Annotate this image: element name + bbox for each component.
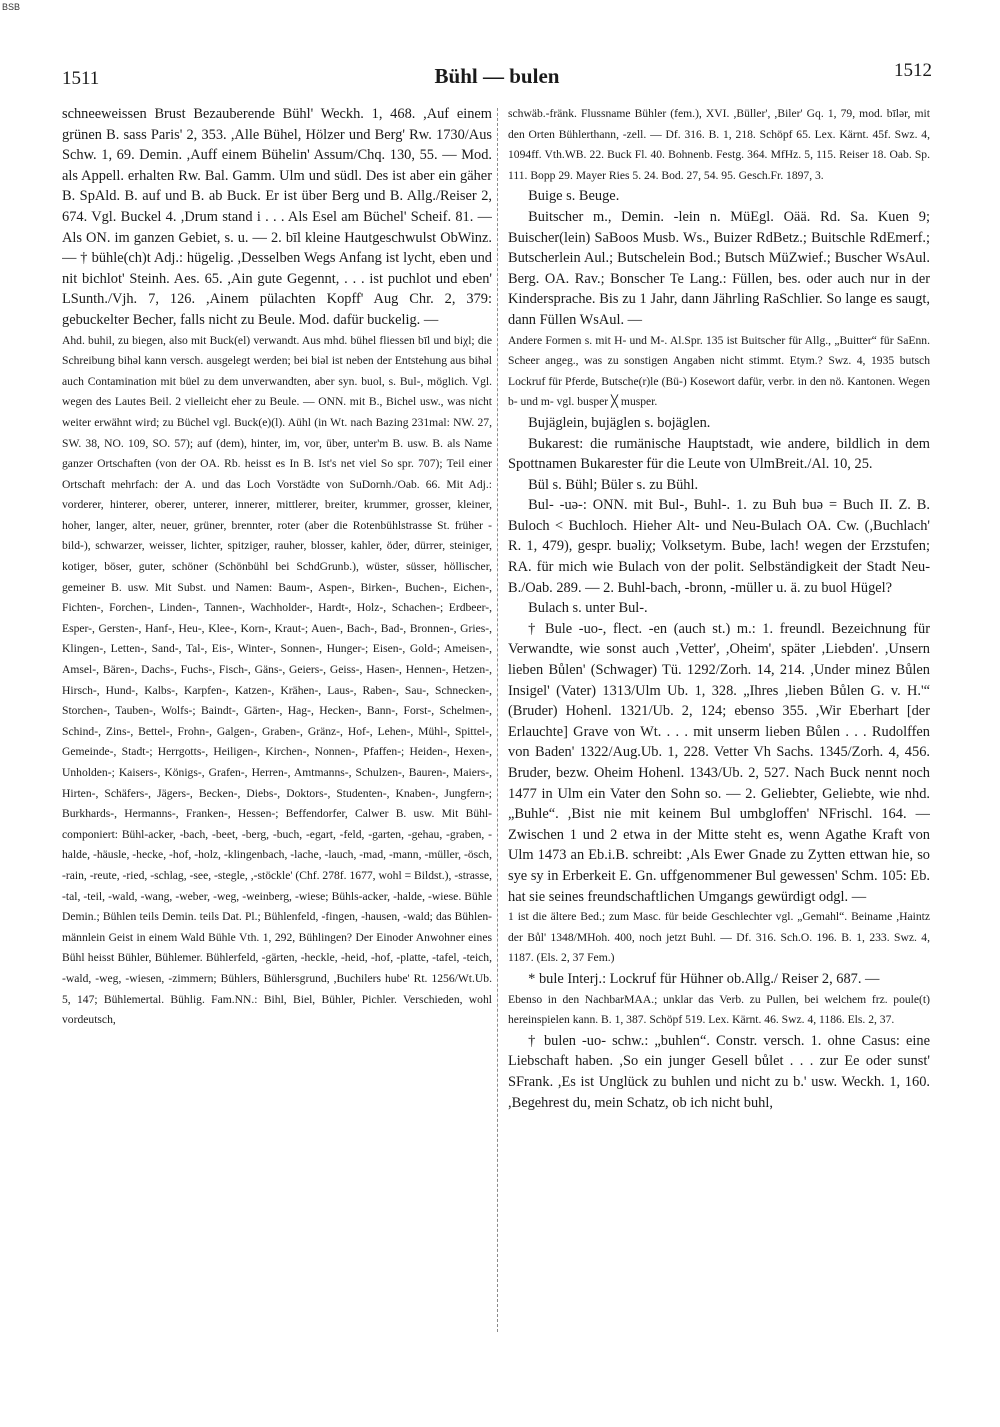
right-paragraph-note: Andere Formen s. mit H- und M-. Al.Spr. 135 ist Buitscher für Allg., „Buitter“ für SaEnn. Scheer angeg., was zu sonstigen Angaben nicht stimmt. Etym.? Swz. 4, 1935 butsch Lockruf für Pferde, Butsche(r)le (Bü-) Kosewort dafür, verbr. in den nö. Kantonen. Wegen b- und m- vgl. busper ╳ musper.	[508, 333, 930, 409]
right-paragraph: Bulach s. unter Bul-.	[528, 600, 648, 617]
column-divider	[497, 108, 498, 1332]
right-paragraph: * bule Interj.: Lockruf für Hühner ob.Allg./ Reiser 2, 687. —	[528, 970, 880, 987]
right-paragraph: Buitscher m., Demin. -lein n. MüEgl. Oää. Rd. Sa. Kuen 9; Buischer(lein) SaBoos Musb. Ws., Buizer RdBetz.; Buitschle RdEmerf.; Butscherlein Aul.; Butschelein Bod.; Butsch MüZwief.; Buscher WsAul. Berg. OA. Rav.; Bonscher Te Lang.: Füllen, bes. oder auch nur in der Kindersprache. Bis zu 1 Jahr, dann Jährling RaSchlier. So lange es saugt, dann Füllen WsAul. —	[508, 208, 930, 328]
right-column	[508, 104, 930, 1404]
right-paragraph: Bul- -uə-: ONN. mit Bul-, Buhl-. 1. zu Buh buə = Buch II. Z. B. Buloch < Buchloch. Hieher Alt- und Neu-Bulach OA. Cw. (,Buchlach' R. 1, 479), gespr. buəliχ; Volksetym. Bube, lach! wegen der Erzstufen; RA. für mich wie Bulach von der polit. Selbständigkeit der Stadt Neu-B./Oab. 289. — 2. Buhl-bach, -bronn, -müller u. ä. zu buol Hügel?	[508, 497, 930, 596]
right-paragraph: Bül s. Bühl; Büler s. zu Bühl.	[528, 476, 699, 493]
right-paragraph: † bulen -uo- schw.: „buhlen“. Constr. versch. 1. ohne Casus: eine Liebschaft haben. ,So ein junger Gesell bůlet . . . zur Ee oder sunst' SFrank. ,Es ist Unglück zu buhlen und nicht zu b.' usw. Weckh. 1, 160. ,Begehrest du, mein Schatz, ob ich nicht buhl,	[508, 1032, 930, 1111]
left-paragraph: schneeweissen Brust Bezauberende Bühl' Weckh. 1, 468. ,Auf einem grünen B. sass Paris' 2, 353. ,Alle Bühel, Hölzer und Berg' Rw. 1730/Aus Schw. 1, 69. Demin. ,Auff einem Bühelin' Assum/Chq. 130, 55. — Mod. als Appell. erhalten Rw. Bal. Gamm. Ulm und südl. Des ist aber ein gäher B. SpAld. B. auf und B. ab Buck. Er ist über Berg und B. Allg./Reiser 2, 674. Vgl. Buckel 4. ,Drum stand i . . . Als Esel am Büchel' Scheif. 81. — Als ON. im ganzen Gebiet, s. u. — 2. bīl kleine Hautgeschwulst ObWinz. — † bühle(ch)t Adj.: hügelig. ,Desselben Wegs Anfang ist lycht, eben und nit bichlot' Steinh. Aes. 65. ,Ain gute Gegennt, . . . ist puchlot und eben' LSunth./Vjh. 7, 126. ,Ainem pülachten Kopff' Aug Chr. 2, 379: gebuckelter Becher, falls nicht zu Beule. Mod. dafür buckelig. —	[62, 106, 492, 328]
page-number-left: 1511	[62, 68, 100, 89]
right-paragraph: Buige s. Beuge.	[528, 188, 620, 205]
left-paragraph-note: Ahd. buhil, zu biegen, also mit Buck(el) verwandt. Aus mhd. bühel fliessen bīl und biχl; die Schreibung bihəl kann versch. ausgelegt werden; bei biəl ist neben der Entstehung aus bihəl auch Contamination mit büel zu dem unverwandten, aber syn. buol, s. Bul-, möglich. Vgl. wegen des Lautes Beil. 2 vielleicht eher zu Beule. — ONN. mit B., Bichel usw., was nicht weiter erwähnt wird; zu Büchel vgl. Buck(e)(l). Aühl (in Wt. nach Bazing 231mal: NW. 27, SW. 38, NO. 109, SO. 57); auf (dem), hinter, im, vor, über, unter'm B. usw. B. als Name ganzer Ortschaften (von der OA. Rb. heisst es In B. Ist's net viel So spr. 707); Teil einer Ortschaft mehrfach: der A. und das Loch Vorstädte von SuDornh./Oab. 66. Mit Adj.: vorderer, hinterer, oberer, unterer, innerer, mittlerer, breiter, krummer, grosser, kleiner, hoher, langer, alter, neuer, grüner, brennter, roter (aber die Rotenbühlstrasse St. früher -bild-), schwarzer, weisser, lichter, spitziger, rauher, blosser, kahler, öder, dürrer, steiniger, kotiger, böser, guter, schöner (Schönbühl bei SchdGrunb.), wüster, süsser, höllischer, gemeiner B. usw. Mit Subst. und Namen: Baum-, Aspen-, Birken-, Buchen-, Eichen-, Fichten-, Forchen-, Linden-, Tannen-, Wachholder-, Hardt-, Holz-, Schachen-; Erdbeer-, Esper-, Gersten-, Hanf-, Heu-, Klee-, Korn-, Kraut-; Auen-, Bach-, Bad-, Bronnen-, Gries-, Klingen-, Letten-, Sand-, Tal-, Eis-, Winter-, Sonnen-, Hunger-; Eisen-, Gold-; Ameisen-, Amsel-, Bären-, Dachs-, Fuchs-, Fisch-, Gäns-, Geiers-, Geiss-, Hasen-, Hennen-, Hetzen-, Hirsch-, Hund-, Kalbs-, Karpfen-, Katzen-, Krähen-, Laus-, Raben-, Sau-, Schnecken-, Storchen-, Tauben-, Wolfs-; Baindt-, Gärten-, Hag-, Hecken-, Bann-, Forst-, Schelmen-, Schind-, Zins-, Bettel-, Frohn-, Galgen-, Graben-, Gränz-, Hof-, Lehen-, Mühl-, Spittel-, Gemeinde-, Stadt-; Herrgotts-, Heiligen-, Kirchen-, Nonnen-, Pfaffen-; Heiden-, Hexen-, Unholden-; Kaisers-, Königs-, Grafen-, Herren-, Amtmanns-, Schulzen-, Bauren-, Maiers-, Hirten-, Schäfers-, Jägers-, Becken-, Diebs-, Doktors-, Studenten-, Knaben-, Jungfern-; Burkhards-, Hermanns-, Franken-, Hessen-; Beffendorfer, Calwer B. usw. Mit Bühl- componiert: Bühl-acker, -bach, -beet, -berg, -buch, -egart, -feld, -garten, -gehau, -graben, -halde, -häusle, -hecke, -hof, -holz, -klingenbach, -lache, -lauch, -mad, -mann, -müller, -ösch, -rain, -reute, -ried, -schlag, -see, -stegle, ,-stöckle' (Chf. 278f. 1677, wohl = Bildst.), -strasse, -tal, -teil, -wald, -wang, -weber, -weg, -weinberg, -wiese; Bühls-acker, -halde, -wiese. Bühle Demin.; Bühlen teils Demin. teils Dat. Pl.; Bühlenfeld, -fingen, -hausen, -wald; das Bühlen-männlein Geist in einem Wald Bühle Vth. 1, 292, Bühlingen? Der Einoder Anwohner eines Bühl heisst Bühler, Bühlemer. Bühlerfeld, -gärten, -heckle, -heid, -hof, -platte, -tafel, -teich, -wald, -weg, -wiesen, -zimmern; Bühlers, Bühlersgrund, ,Buchilers hube' Rt. 1256/Wt.Ub. 5, 147; Bühlemertal. Bühlig. Fam.NN.: Bihl, Biel, Bühler, Pichler. Verschieden, wohl vordeutsch,	[62, 333, 492, 1027]
library-stamp: BSB	[2, 2, 21, 12]
right-paragraph-note: Ebenso in den NachbarMAA.; unklar das Verb. zu Pullen, bei welchem frz. poule(t) hereinspielen kann. B. 1, 387. Schöpf 519. Lex. Kärnt. 46. Swz. 4, 1186. Els. 2, 37.	[508, 992, 930, 1027]
right-paragraph: schwäb.-fränk. Flussname Bühler (fem.), XVI. ,Büller', ,Biler' Gq. 1, 79, mod. bīlər, mit den Orten Bühlerthann, -zell. — Df. 316. B. 1, 218. Schöpf 65. Lex. Kärnt. 45f. Swz. 4, 1094ff. Vth.WB. 22. Buck Fl. 40. Bohnenb. Festg. 364. MfHz. 5, 115. Reiser 18. Oab. Sp. 111. Bopp 29. Mayer Ries 5. 24. Bod. 27, 54. 95. Gesch.Fr. 1897, 3.	[508, 107, 930, 182]
right-paragraph: † Bule -uo-, flect. -en (auch st.) m.: 1. freundl. Bezeichnung für Verwandte, wie sonst auch ,Vetter', ,Oheim', später ,Liebden'. ,Unsern lieben Bůlen' (Schwager) Tü. 1292/Zorh. 14, 214. ,Under minez Bůlen Insigel' (Vater) 1313/Ulm Ub. 1, 328. „Ihres ,lieben Bůlen G. v. H.'“ (Bruder) Hohenl. 1321/Ub. 2, 124; ebenso 355. ,Wir Eberhart [der Erlauchte] Grave von Wt. . . . mit unserm lieben Bůlen . . . Rudolffen von Baden' 1322/Aug.Ub. 1, 228. Vetter Vh Sachs. 1345/Zorh. 4, 456. Bruder, bezw. Oheim Hohenl. 1343/Ub. 2, 527. Nach Buck nennt noch 1477 in Ulm ein Vater den Sohn so. — 2. Geliebter, Geliebte, wie nhd. „Buhle“. ,Bist nie mit keinem Bul umbgloffen' NFrischl. 164. — Zwischen 1 und 2 etwa in der Mitte steht es, wenn Agathe Kraft von Ulm 1473 an Eb.i.B. schreibt: ,Als Ewer Gnade zu Zytten ettwan hie, so sye sy in Erberkeit E. Gn. uffgenommener Bul gewessen' Schm. 105: Eb. hat sie seines freundschaftlichen Umgangs gewürdigt odgl. —	[508, 620, 930, 905]
right-paragraph-note: 1 ist die ältere Bed.; zum Masc. für beide Geschlechter vgl. „Gemahl“. Beiname ,Haintz der Bůl' 1348/MHoh. 400, noch jetzt Buhl. — Df. 316. Sch.O. 196. B. 1, 233. Swz. 4, 1187. (Els. 2, 37 Fem.)	[508, 910, 930, 965]
page-number-right: 1512	[894, 60, 932, 81]
running-title: Bühl — bulen	[434, 64, 560, 88]
left-column	[62, 104, 492, 1404]
right-paragraph: Bukarest: die rumänische Hauptstadt, wie andere, bildlich in dem Spottnamen Bukarester für die Leute von UlmBreit./Al. 10, 25.	[508, 435, 930, 473]
right-paragraph: Bujäglein, bujäglen s. bojäglen.	[528, 414, 711, 431]
page-header	[62, 58, 932, 92]
